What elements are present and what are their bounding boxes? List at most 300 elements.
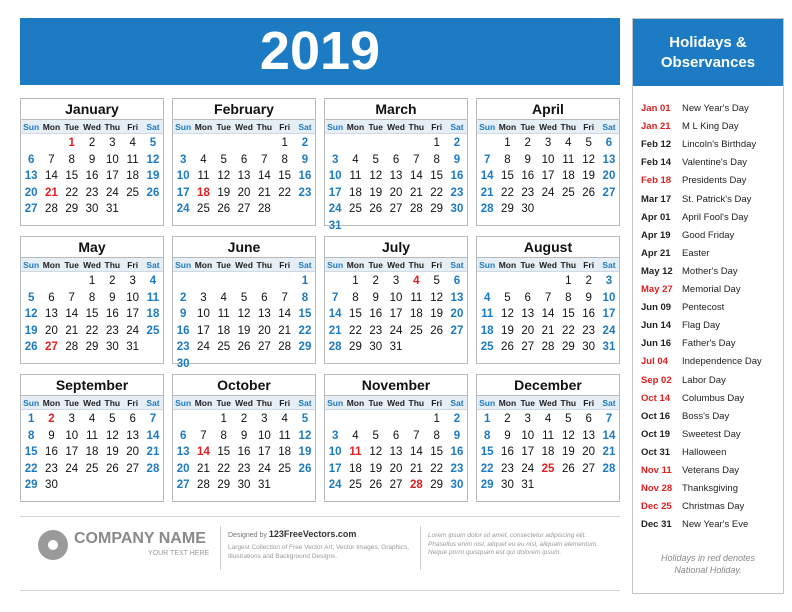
weekday-header (477, 120, 619, 134)
day-cell: 28 (45, 203, 58, 215)
holiday-date: Mar 17 (641, 193, 672, 205)
weekday-label: Tue (64, 260, 79, 270)
day-cell: 16 (582, 308, 596, 320)
weekday-label: Sun (327, 260, 344, 270)
weekday-header (477, 396, 619, 410)
day-cell: 1 (68, 137, 75, 149)
day-cell: 20 (126, 446, 140, 458)
weekday-label: Tue (64, 122, 79, 132)
holiday-date: Jun 14 (641, 320, 672, 332)
day-cell: 15 (561, 308, 575, 320)
day-cell: 20 (257, 324, 271, 337)
weekday-label: Wed (83, 398, 101, 408)
day-cell: 19 (561, 446, 575, 458)
day-cell: 18 (146, 308, 160, 320)
day-cell: 20 (24, 186, 38, 199)
holiday-item (641, 390, 783, 408)
holiday-name: Lincoln's Birthday (682, 139, 757, 151)
month-april (476, 98, 620, 228)
weekday-label: Thu (560, 260, 577, 270)
holiday-date: Apr 01 (641, 211, 671, 223)
weekday-label: Thu (408, 260, 425, 270)
weekday-label: Tue (216, 260, 231, 270)
holidays-note-line1: Holidays in red denotes (660, 553, 756, 563)
day-cell: 21 (409, 186, 423, 199)
holiday-item (641, 245, 783, 263)
weekday-label: Tue (520, 122, 535, 132)
holidays-title-line2: Observances (660, 54, 756, 71)
day-cell: 3 (261, 413, 268, 425)
day-cell: 14 (541, 308, 555, 320)
day-cell: 8 (281, 153, 288, 166)
month-grid (20, 395, 164, 502)
day-cell: 5 (504, 291, 511, 304)
day-cell: 21 (480, 186, 494, 199)
holiday-date: Sep 02 (641, 374, 672, 386)
day-cell: 6 (27, 153, 35, 166)
day-cell: 13 (389, 170, 403, 182)
day-cell: 22 (480, 462, 494, 475)
day-cell: 8 (68, 153, 75, 166)
day-cell: 17 (126, 308, 140, 320)
day-cell: 27 (237, 203, 251, 215)
day-cell: 30 (450, 203, 464, 215)
holiday-date: Jun 09 (641, 302, 672, 314)
day-cell: 21 (409, 462, 423, 475)
day-cell: 18 (197, 186, 210, 199)
weekday-label: Sat (450, 122, 464, 132)
day-cell: 28 (602, 462, 616, 475)
holiday-name: M L King Day (682, 121, 739, 133)
weekday-label: Thu (408, 122, 425, 132)
weekday-label: Fri (583, 122, 595, 132)
day-cell: 16 (450, 170, 464, 182)
holiday-date: Feb 14 (641, 157, 672, 169)
day-cell: 24 (541, 186, 555, 199)
day-cell: 22 (217, 462, 231, 475)
year-title: 2019 (259, 21, 381, 81)
day-cell: 9 (48, 429, 55, 442)
weekday-label: Tue (368, 398, 383, 408)
weekday-label: Wed (539, 260, 557, 270)
day-cell: 29 (430, 479, 444, 491)
day-cell: 14 (146, 429, 160, 442)
weekday-label: Mon (194, 260, 213, 270)
weekday-label: Sat (298, 260, 312, 270)
holiday-item (641, 462, 783, 480)
day-cell: 15 (480, 446, 494, 458)
day-cell: 14 (328, 308, 342, 320)
weekday-header (21, 120, 163, 134)
holiday-item (641, 335, 783, 353)
day-cell: 17 (105, 170, 119, 182)
day-cell: 8 (433, 429, 440, 442)
holiday-date: Feb 12 (641, 139, 672, 151)
day-cell: 14 (409, 170, 423, 182)
holiday-name: Presidents Day (682, 175, 747, 187)
day-cell: 19 (237, 324, 251, 337)
day-cell: 28 (257, 203, 271, 215)
weekday-label: Fri (127, 260, 139, 270)
day-cell: 12 (582, 153, 596, 166)
month-may (20, 236, 164, 366)
day-cell: 18 (480, 324, 494, 337)
day-cell: 5 (565, 413, 572, 425)
weekday-label: Sun (175, 260, 192, 270)
day-cell: 14 (65, 308, 79, 320)
month-december (476, 374, 620, 504)
weekday-label: Wed (387, 398, 405, 408)
day-cell: 16 (450, 446, 464, 458)
weekday-label: Mon (194, 398, 213, 408)
holidays-note (633, 552, 783, 576)
day-cell: 13 (45, 308, 58, 320)
weekday-header (477, 258, 619, 272)
day-cell: 3 (129, 275, 136, 287)
day-cell: 22 (298, 324, 312, 337)
day-cell: 8 (433, 153, 440, 166)
day-cell: 19 (430, 308, 444, 320)
day-cell: 28 (541, 341, 555, 353)
day-cell: 9 (109, 291, 116, 304)
day-cell: 26 (237, 341, 251, 353)
day-cell: 7 (149, 413, 157, 425)
day-cell: 10 (257, 429, 271, 442)
day-cell: 27 (521, 341, 535, 353)
day-cell: 19 (501, 324, 514, 337)
day-cell: 17 (389, 308, 403, 320)
weekday-header (325, 396, 467, 410)
day-cell: 4 (483, 291, 491, 304)
day-cell: 20 (521, 324, 535, 337)
day-cell: 27 (257, 341, 271, 353)
day-cell: 2 (585, 275, 592, 287)
day-cell: 4 (129, 137, 136, 149)
day-cell: 4 (281, 413, 288, 425)
weekday-label: Sun (479, 398, 496, 408)
month-january (20, 98, 164, 228)
weekday-label: Sat (146, 260, 160, 270)
day-cell: 4 (352, 429, 359, 442)
day-cell: 26 (582, 186, 596, 199)
day-cell: 20 (389, 462, 403, 475)
day-cell: 11 (349, 170, 362, 182)
day-cell: 7 (483, 153, 491, 166)
day-cell: 30 (521, 203, 535, 215)
day-cell: 17 (602, 308, 616, 320)
day-cell: 30 (45, 479, 58, 491)
weekday-label: Sat (450, 398, 464, 408)
day-cell: 18 (278, 446, 292, 458)
month-grid (172, 257, 316, 370)
weekday-header (173, 258, 315, 272)
day-cell: 23 (105, 324, 119, 337)
day-cell: 21 (278, 324, 292, 337)
day-cell: 7 (200, 429, 207, 442)
day-cell: 23 (450, 186, 464, 199)
weekday-label: Wed (235, 398, 253, 408)
holiday-date: Oct 31 (641, 446, 671, 458)
day-cell: 28 (409, 479, 423, 491)
holidays-panel (632, 18, 784, 594)
day-cell: 14 (257, 170, 271, 182)
holiday-name: New Year's Day (682, 103, 749, 114)
day-cell: 9 (88, 153, 96, 166)
day-cell: 6 (524, 291, 531, 304)
weekday-label: Wed (83, 122, 101, 132)
day-cell: 7 (413, 153, 420, 166)
day-cell: 4 (149, 275, 157, 287)
day-cell: 24 (602, 324, 616, 337)
day-cell: 25 (561, 186, 575, 199)
weekday-header (325, 258, 467, 272)
holiday-name: Halloween (682, 446, 727, 458)
day-cell: 17 (541, 170, 555, 182)
weekday-label: Mon (498, 398, 517, 408)
day-cell: 12 (369, 446, 383, 458)
month-grid (476, 395, 620, 502)
day-cell: 28 (328, 341, 342, 353)
day-cell: 10 (65, 429, 79, 442)
day-cell: 16 (298, 170, 312, 182)
weekday-label: Fri (431, 260, 443, 270)
day-cell: 26 (430, 324, 444, 337)
weekday-label: Sat (602, 398, 616, 408)
day-cell: 16 (237, 446, 251, 458)
day-cell: 25 (278, 462, 292, 475)
day-cell: 1 (301, 275, 309, 287)
holiday-date: Dec 31 (641, 519, 672, 531)
designed-by-block (228, 530, 418, 561)
month-november (324, 374, 468, 504)
weekday-header (21, 396, 163, 410)
day-cell: 1 (504, 137, 511, 149)
day-cell: 28 (146, 462, 160, 475)
month-grid (476, 119, 620, 226)
day-cell: 11 (410, 291, 423, 304)
holiday-item (641, 353, 783, 371)
day-cell: 6 (392, 429, 400, 442)
day-cell: 18 (349, 462, 362, 475)
day-cell: 18 (409, 308, 423, 320)
day-cell: 28 (278, 341, 292, 353)
holiday-item (641, 118, 783, 136)
day-cell: 10 (126, 291, 140, 304)
day-cell: 12 (105, 429, 119, 442)
day-cell: 16 (501, 446, 514, 458)
day-cell: 10 (389, 291, 403, 304)
month-grid (20, 119, 164, 226)
day-cell: 3 (68, 413, 75, 425)
footer-divider-bottom (20, 590, 620, 591)
day-cell: 22 (430, 462, 444, 475)
weekday-label: Sat (146, 398, 160, 408)
day-cell: 13 (602, 153, 616, 166)
holiday-item (641, 209, 783, 227)
day-cell: 15 (85, 308, 99, 320)
day-cell: 1 (88, 275, 96, 287)
holiday-date: Oct 16 (641, 410, 671, 422)
weekday-label: Sun (175, 122, 192, 132)
day-cell: 3 (179, 153, 187, 166)
day-cell: 26 (24, 341, 38, 353)
day-cell: 27 (582, 462, 596, 475)
day-cell: 15 (501, 170, 514, 182)
day-cell: 25 (409, 324, 423, 337)
holiday-item (641, 172, 783, 190)
day-cell: 18 (126, 170, 140, 182)
day-cell: 7 (331, 291, 339, 304)
weekday-label: Tue (216, 398, 231, 408)
day-cell: 1 (483, 413, 491, 425)
day-cell: 5 (240, 291, 248, 304)
day-cell: 10 (541, 153, 555, 166)
day-cell: 11 (197, 170, 210, 182)
holiday-item (641, 263, 783, 281)
day-cell: 25 (541, 462, 555, 475)
day-cell: 14 (197, 446, 210, 458)
day-cell: 7 (48, 153, 55, 166)
day-cell: 12 (369, 170, 383, 182)
day-cell: 12 (298, 429, 312, 442)
weekday-header (21, 258, 163, 272)
day-cell: 7 (544, 291, 552, 304)
day-cell: 16 (521, 170, 535, 182)
day-cell: 11 (278, 429, 291, 442)
day-cell: 12 (24, 308, 38, 320)
day-cell: 31 (521, 479, 535, 491)
day-cell: 8 (88, 291, 96, 304)
day-cell: 15 (217, 446, 231, 458)
day-cell: 20 (450, 308, 464, 320)
day-cell: 17 (65, 446, 79, 458)
day-cell: 6 (129, 413, 136, 425)
day-cell: 4 (88, 413, 96, 425)
weekday-label: Mon (346, 122, 365, 132)
day-cell: 18 (561, 170, 575, 182)
company-tagline: YOUR TEXT HERE (148, 550, 210, 557)
day-cell: 13 (237, 170, 251, 182)
weekday-label: Mon (498, 260, 517, 270)
holiday-date: Apr 21 (641, 247, 671, 259)
day-cell: 14 (278, 308, 292, 320)
month-october (172, 374, 316, 504)
day-cell: 20 (176, 462, 190, 475)
holiday-item (641, 317, 783, 335)
day-cell: 15 (430, 446, 444, 458)
holiday-date: Jan 21 (641, 121, 671, 133)
day-cell: 29 (561, 341, 575, 353)
day-cell: 16 (369, 308, 383, 320)
holiday-name: Columbus Day (682, 392, 745, 404)
day-cell: 2 (504, 413, 511, 425)
year-banner (20, 18, 620, 85)
holiday-item (641, 191, 783, 209)
weekday-header (173, 120, 315, 134)
holiday-name: New Year's Eve (682, 519, 749, 531)
day-cell: 27 (45, 341, 58, 353)
day-cell: 22 (65, 186, 79, 199)
day-cell: 24 (328, 479, 342, 491)
month-july (324, 236, 468, 366)
weekday-label: Sun (327, 122, 344, 132)
holiday-item (641, 480, 783, 498)
day-cell: 2 (301, 137, 309, 149)
day-cell: 15 (430, 170, 444, 182)
day-cell: 14 (45, 170, 58, 182)
day-cell: 17 (328, 462, 342, 475)
day-cell: 20 (237, 186, 251, 199)
month-grid (324, 257, 468, 364)
day-cell: 2 (372, 275, 379, 287)
day-cell: 11 (481, 308, 494, 320)
holiday-item (641, 136, 783, 154)
day-cell: 25 (85, 462, 99, 475)
weekday-label: Wed (539, 122, 557, 132)
day-cell: 6 (179, 429, 187, 442)
day-cell: 12 (430, 291, 444, 304)
weekday-label: Thu (256, 398, 273, 408)
day-cell: 10 (328, 446, 342, 458)
weekday-label: Thu (560, 398, 577, 408)
day-cell: 22 (278, 186, 292, 199)
holiday-item (641, 154, 783, 172)
day-cell: 6 (261, 291, 268, 304)
day-cell: 26 (369, 479, 383, 491)
holidays-title-line1: Holidays & (669, 34, 747, 51)
holiday-date: May 27 (641, 284, 673, 295)
day-cell: 13 (257, 308, 271, 320)
day-cell: 14 (480, 170, 494, 182)
day-cell: 7 (68, 291, 75, 304)
day-cell: 23 (298, 186, 312, 199)
holiday-item (641, 372, 783, 390)
day-cell: 8 (504, 153, 511, 166)
holiday-name: Veterans Day (682, 465, 740, 476)
day-cell: 19 (105, 446, 119, 458)
month-title: January (20, 98, 164, 119)
day-cell: 4 (200, 153, 207, 166)
weekday-label: Thu (256, 122, 273, 132)
day-cell: 3 (200, 291, 207, 304)
day-cell: 4 (220, 291, 227, 304)
day-cell: 23 (45, 462, 58, 475)
day-cell: 26 (298, 462, 312, 475)
day-cell: 11 (86, 429, 99, 442)
weekday-label: Sun (23, 260, 40, 270)
weekday-label: Mon (42, 398, 61, 408)
day-cell: 30 (582, 341, 596, 353)
day-cell: 25 (146, 324, 160, 337)
day-cell: 7 (261, 153, 268, 166)
weekday-label: Sat (146, 122, 160, 132)
day-cell: 29 (24, 479, 38, 491)
brand-link[interactable]: 123FreeVectors.com (268, 529, 357, 539)
holiday-name: Easter (682, 247, 710, 259)
day-cell: 13 (450, 291, 464, 304)
weekday-label: Mon (42, 122, 61, 132)
weekday-label: Thu (104, 122, 121, 132)
day-cell: 19 (24, 324, 38, 337)
day-cell: 25 (217, 341, 231, 353)
day-cell: 27 (450, 324, 464, 337)
day-cell: 2 (240, 413, 248, 425)
holiday-item (641, 516, 783, 534)
day-cell: 20 (582, 446, 596, 458)
weekday-label: Thu (104, 260, 121, 270)
day-cell: 23 (369, 324, 383, 337)
month-grid (476, 257, 620, 364)
